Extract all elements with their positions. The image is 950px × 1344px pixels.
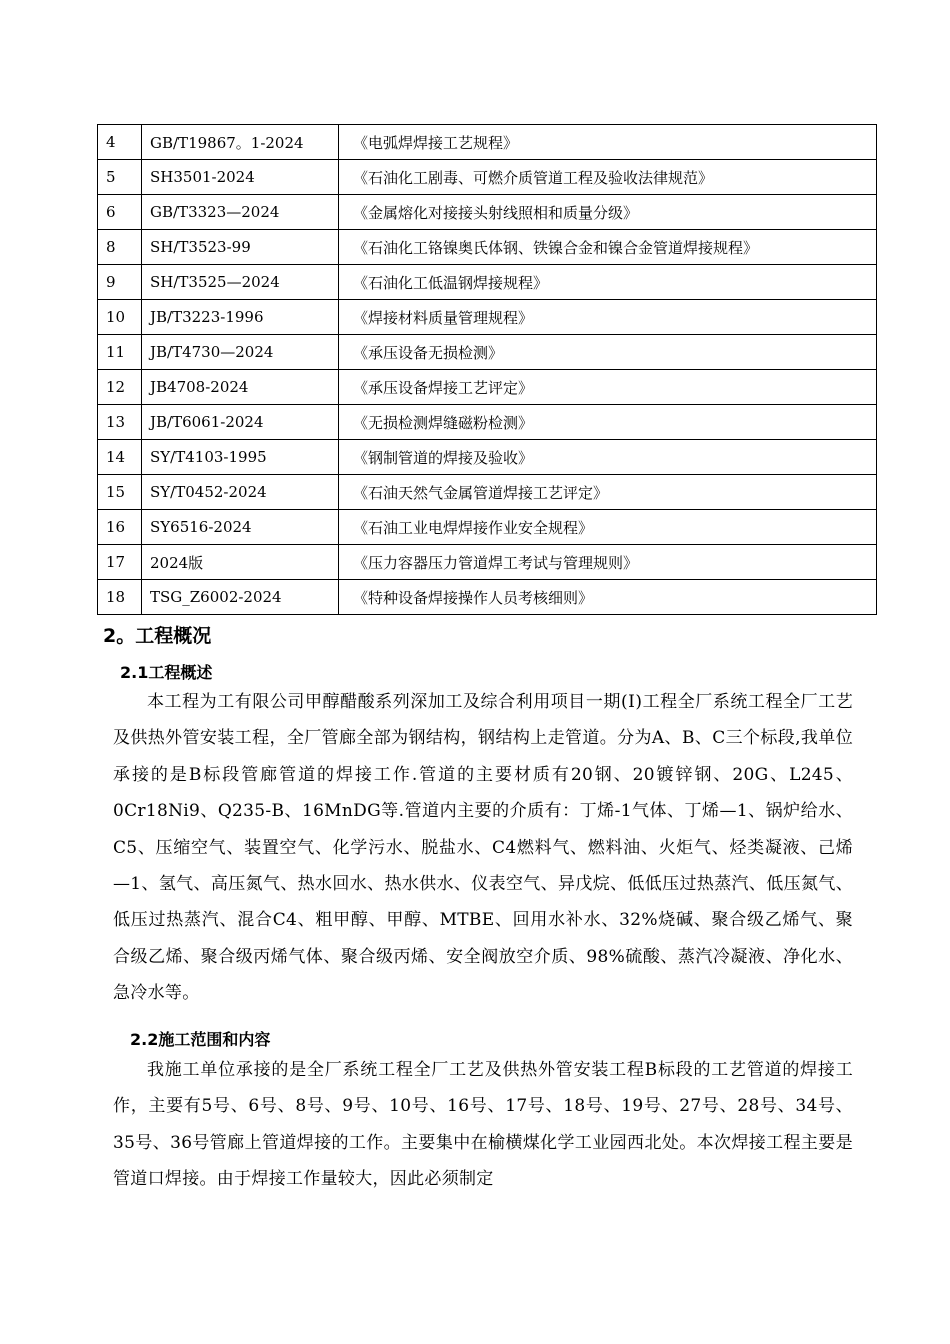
table-row <box>98 160 877 195</box>
row-number: 15 <box>98 475 142 510</box>
standard-title: 《石油工业电焊焊接作业安全规程》 <box>339 510 877 545</box>
section-heading: 2。工程概况 <box>103 625 212 647</box>
standard-title: 《钢制管道的焊接及验收》 <box>339 440 877 475</box>
table-row <box>98 265 877 300</box>
overview-paragraph: 本工程为工有限公司甲醇醋酸系列深加工及综合利用项目一期(Ⅰ)工程全厂系统工程全厂工艺及供热外管安装工程，全厂管廊全部为钢结构，钢结构上走管道。分为A、B、C三个标段,我单位承接的是B标段管廊管道的焊接工作.管道的主要材质有20钢、20镀锌钢、20G、L245、0Cr18Ni9、Q235-B、16MnDG等.管道内主要的介质有：丁烯-1气体、丁烯—1、锅炉给水、C5、压缩空气、装置空气、化学污水、脱盐水、C4燃料气、燃料油、火炬气、烃类凝液、己烯—1、氢气、高压氮气、热水回水、热水供水、仪表空气、异戊烷、低低压过热蒸汽、低压氮气、低压过热蒸汽、混合C4、粗甲醇、甲醇、MTBE、回用水补水、32%烧碱、聚合级乙烯气、聚合级乙烯、聚合级丙烯气体、聚合级丙烯、安全阀放空介质、98%硫酸、蒸汽冷凝液、净化水、急冷水等。 <box>113 692 853 1004</box>
standard-title: 《石油化工剧毒、可燃介质管道工程及验收法律规范》 <box>339 160 877 195</box>
standard-title: 《石油天然气金属管道焊接工艺评定》 <box>339 475 877 510</box>
table-row <box>98 125 877 160</box>
standard-code: SH3501-2024 <box>142 160 339 195</box>
standard-code: JB/T4730—2024 <box>142 335 339 370</box>
standard-code: SH/T3525—2024 <box>142 265 339 300</box>
row-number: 13 <box>98 405 142 440</box>
table-row <box>98 300 877 335</box>
row-number: 10 <box>98 300 142 335</box>
row-number: 17 <box>98 545 142 580</box>
standard-title: 《金属熔化对接接头射线照相和质量分级》 <box>339 195 877 230</box>
standard-code: JB/T6061-2024 <box>142 405 339 440</box>
standard-title: 《石油化工低温钢焊接规程》 <box>339 265 877 300</box>
row-number: 6 <box>98 195 142 230</box>
standard-code: SH/T3523-99 <box>142 230 339 265</box>
table-row <box>98 545 877 580</box>
standard-code: JB4708-2024 <box>142 370 339 405</box>
standard-title: 《压力容器压力管道焊工考试与管理规则》 <box>339 545 877 580</box>
standards-table-body <box>98 125 877 615</box>
standard-title: 《特种设备焊接操作人员考核细则》 <box>339 580 877 615</box>
table-row <box>98 440 877 475</box>
table-row <box>98 405 877 440</box>
table-row <box>98 370 877 405</box>
row-number: 12 <box>98 370 142 405</box>
standard-title: 《承压设备焊接工艺评定》 <box>339 370 877 405</box>
subsection-heading-scope: 2.2施工范围和内容 <box>130 1030 271 1049</box>
standard-code: TSG_Z6002-2024 <box>142 580 339 615</box>
standard-code: SY/T4103-1995 <box>142 440 339 475</box>
row-number: 9 <box>98 265 142 300</box>
table-row <box>98 335 877 370</box>
standard-title: 《承压设备无损检测》 <box>339 335 877 370</box>
standard-code: SY6516-2024 <box>142 510 339 545</box>
standards-table <box>97 124 877 615</box>
subsection-heading-overview: 2.1工程概述 <box>120 663 213 682</box>
standard-code: 2024版 <box>142 545 339 580</box>
row-number: 11 <box>98 335 142 370</box>
table-row <box>98 580 877 615</box>
table-row <box>98 510 877 545</box>
row-number: 8 <box>98 230 142 265</box>
row-number: 4 <box>98 125 142 160</box>
row-number: 5 <box>98 160 142 195</box>
standard-code: GB/T3323—2024 <box>142 195 339 230</box>
standard-code: SY/T0452-2024 <box>142 475 339 510</box>
table-row <box>98 195 877 230</box>
row-number: 14 <box>98 440 142 475</box>
standard-code: GB/T19867。1-2024 <box>142 125 339 160</box>
row-number: 18 <box>98 580 142 615</box>
table-row <box>98 230 877 265</box>
scope-paragraph: 我施工单位承接的是全厂系统工程全厂工艺及供热外管安装工程B标段的工艺管道的焊接工作，主要有5号、6号、8号、9号、10号、16号、17号、18号、19号、27号、28号、34号、35号、36号管廊上管道焊接的工作。主要集中在榆横煤化学工业园西北处。本次焊接工程主要是管道口焊接。由于焊接工作量较大，因此必须制定 <box>113 1060 853 1190</box>
row-number: 16 <box>98 510 142 545</box>
standard-title: 《电弧焊焊接工艺规程》 <box>339 125 877 160</box>
standard-code: JB/T3223-1996 <box>142 300 339 335</box>
table-row <box>98 475 877 510</box>
standard-title: 《无损检测焊缝磁粉检测》 <box>339 405 877 440</box>
standard-title: 《石油化工铬镍奥氏体钢、铁镍合金和镍合金管道焊接规程》 <box>339 230 877 265</box>
standard-title: 《焊接材料质量管理规程》 <box>339 300 877 335</box>
